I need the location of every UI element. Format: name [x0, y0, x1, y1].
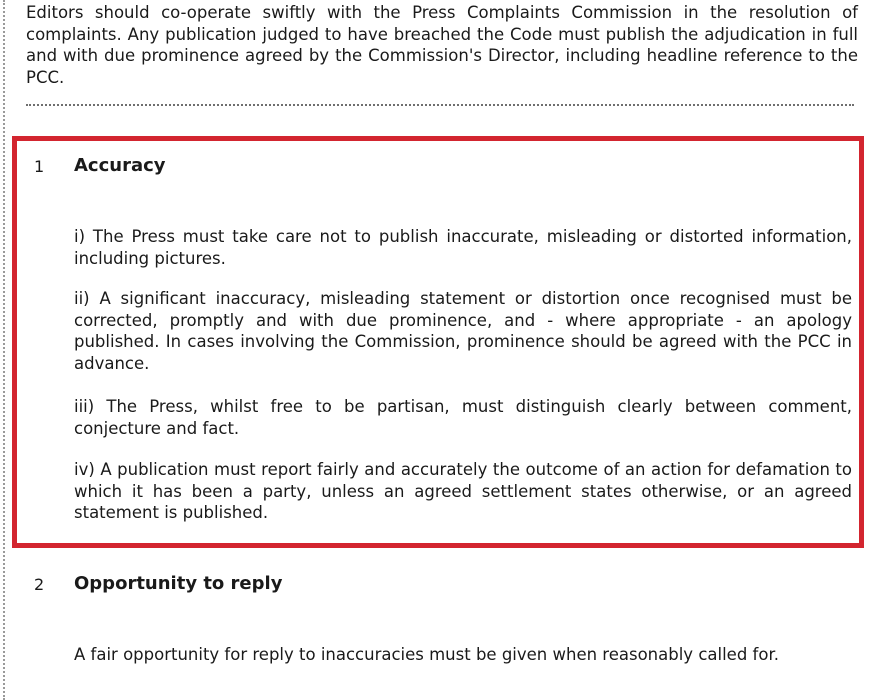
section-number: 1 [34, 157, 45, 176]
section-paragraph: ii) A significant inaccuracy, misleading statement or distortion once recognised must be corrected, promptly and with due prominence, and - where appropriate - an apology published. In cases involving the Commission, prominence should be agreed with the PCC in advance. [74, 289, 852, 373]
intro-paragraph: Editors should co-operate swiftly with the Press Complaints Commission in the resolution of complaints. Any publication judged to have breached the Code must publish the adjudication in full and with due prominence agreed by the Commission's Director, including headline reference to the PCC. [26, 3, 858, 87]
dotted-separator [26, 104, 854, 106]
section-title: Accuracy [74, 155, 166, 176]
section-number: 2 [34, 575, 45, 594]
section-paragraph: iv) A publication must report fairly and accurately the outcome of an action for defamation to which it has been a party, unless an agreed settlement states otherwise, or an agreed statement is published. [74, 460, 852, 522]
section-paragraph: i) The Press must take care not to publish inaccurate, misleading or distorted information, including pictures. [74, 227, 852, 268]
section-title: Opportunity to reply [74, 573, 283, 594]
section-paragraph: iii) The Press, whilst free to be partisan, must distinguish clearly between comment, conjecture and fact. [74, 397, 852, 438]
section-paragraph: A fair opportunity for reply to inaccuracies must be given when reasonably called for. [74, 645, 779, 664]
page-left-border [3, 0, 5, 700]
